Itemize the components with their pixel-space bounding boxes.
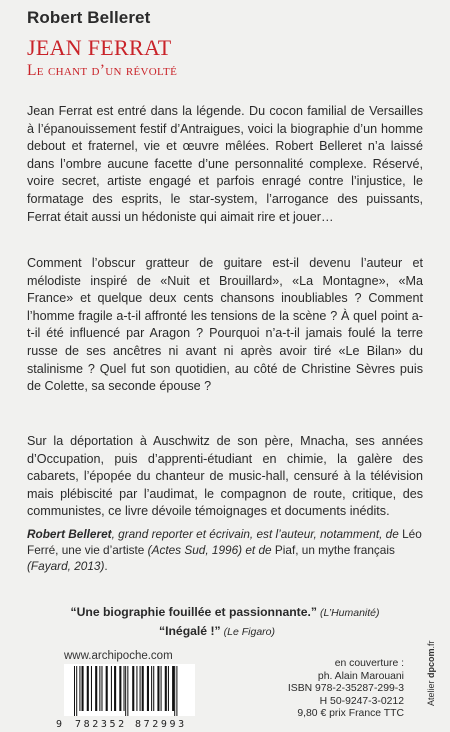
barcode-bar <box>168 666 169 711</box>
barcode-bar <box>99 666 100 711</box>
bio-author-name: Robert Belleret <box>27 527 112 541</box>
barcode-bar <box>87 666 89 711</box>
barcode-bar <box>157 666 159 711</box>
barcode-bar <box>151 666 152 711</box>
designer-suffix: .fr <box>426 640 436 649</box>
press-quote-text: “Une biographie fouillée et passionnante.” <box>70 605 317 619</box>
author-bio <box>27 526 423 575</box>
book-title: JEAN FERRAT <box>27 35 172 60</box>
bio-end: . <box>104 559 108 574</box>
barcode-bar <box>165 666 167 711</box>
barcode-bar <box>132 666 134 711</box>
barcode-left-digits: 782352 <box>75 719 127 730</box>
press-quote-source: (L’Humanité) <box>319 607 380 619</box>
barcode-bar <box>119 666 121 711</box>
barcode-bar <box>174 666 175 716</box>
press-quote-1 <box>0 605 450 619</box>
barcode-bar <box>114 666 116 711</box>
barcode-bar <box>161 666 162 711</box>
press-quote-2 <box>0 624 442 638</box>
barcode-bar <box>127 666 128 716</box>
bio-text-2: et de <box>242 543 275 558</box>
barcode-bar <box>140 666 141 711</box>
credit-line: ph. Alain Marouani <box>317 670 404 682</box>
barcode-bar <box>153 666 154 711</box>
blurb-paragraph-3: Sur la déportation à Auschwitz de son père, Mnacha, ses années d’Occupation, puis d’apprenti-étudiant en chimie, la galère des cabarets, l’épopée du chanteur de music-hall, censuré à la télévision mais plébiscité par l’audimat, le compagnon de route, critique, des communistes, ce livre dévoile témoignages et documents inédits. <box>27 434 423 519</box>
designer-credit <box>426 640 436 706</box>
barcode-bar <box>79 666 80 711</box>
barcode-bar <box>74 666 75 716</box>
designer-brand: dpcom <box>426 648 436 678</box>
barcode-bar <box>172 666 174 711</box>
author-name: Robert Belleret <box>27 8 151 27</box>
credit-line: 9,80 € prix France TTC <box>297 708 404 720</box>
press-quote-text: “Inégalé !” <box>159 624 221 638</box>
barcode-bar <box>142 666 144 711</box>
credit-line: ISBN 978-2-35287-299-3 <box>287 683 404 695</box>
barcode-bar <box>147 666 149 711</box>
barcode-bar <box>106 666 108 711</box>
barcode-bar <box>176 666 177 716</box>
cover-credits <box>288 658 404 721</box>
credit-line: en couverture : <box>334 658 404 669</box>
bio-book-2: Piaf, un mythe français <box>274 543 395 558</box>
barcode-bar <box>125 666 126 716</box>
barcode-right-digits: 872993 <box>135 719 187 730</box>
barcode-bar <box>124 666 125 711</box>
bio-text-1: , grand reporter et écrivain, est l’auteur, notamment, de <box>111 527 403 541</box>
barcode-bar <box>82 666 84 711</box>
bio-publisher-1: (Actes Sud, 1996) <box>144 543 243 558</box>
book-subtitle: Le chant d’un révolté <box>27 62 178 79</box>
barcode-lead-digit: 9 <box>56 719 63 730</box>
barcode-bar <box>76 666 77 716</box>
blurb-paragraph-2: Comment l’obscur gratteur de guitare est-il devenu l’auteur et mélodiste inspiré de «Nuit et Brouillard», «La Montagne», «Ma France» et quelque deux cents chansons inoubliables ? Comment l’homme fragile a-t-il affronté les tensions de la scène ? À quel point a-t-il été influencé par Aragon ? Pourquoi n’a-t-il jamais foulé la terre russe de ses ancêtres ni avant ni après avoir tiré «Le Bilan» du stalinisme ? Quel fut son quotidien, au côté de Christine Sèvres puis de Colette, sa seconde épouse ? <box>27 256 423 394</box>
publisher-website: www.archipoche.com <box>64 650 173 662</box>
barcode-bar <box>111 666 112 711</box>
barcode-bars <box>70 666 190 716</box>
barcode-bar <box>91 666 92 711</box>
barcode-bar <box>136 666 137 711</box>
bio-publisher-2: (Fayard, 2013) <box>27 559 105 574</box>
bio-book-1: Léo Ferré, une vie d’artiste <box>27 527 422 558</box>
credit-line: H 50-9247-3-0212 <box>319 695 404 707</box>
blurb-paragraph-1: Jean Ferrat est entré dans la légende. Du cocon familial de Versailles à l’épanouissement festif d’Antraigues, voici la biographie d’un homme debout et fraternel, vie et œuvre mêlées. Robert Belleret n’a laissé dans l’ombre aucune facette d’une personnalité complexe. Réservé, voire secret, artiste engagé et parfois enragé contre l’injustice, le formatage des esprits, le star-system, l’arrogance des puissants, Ferrat était aussi un hédoniste qui aimait rire et jouer… <box>27 104 423 224</box>
designer-prefix: Atelier <box>426 677 436 706</box>
barcode-bar <box>95 666 97 711</box>
press-quote-source: (Le Figaro) <box>223 626 275 638</box>
isbn-barcode <box>64 664 195 716</box>
barcode-bar <box>101 666 102 711</box>
